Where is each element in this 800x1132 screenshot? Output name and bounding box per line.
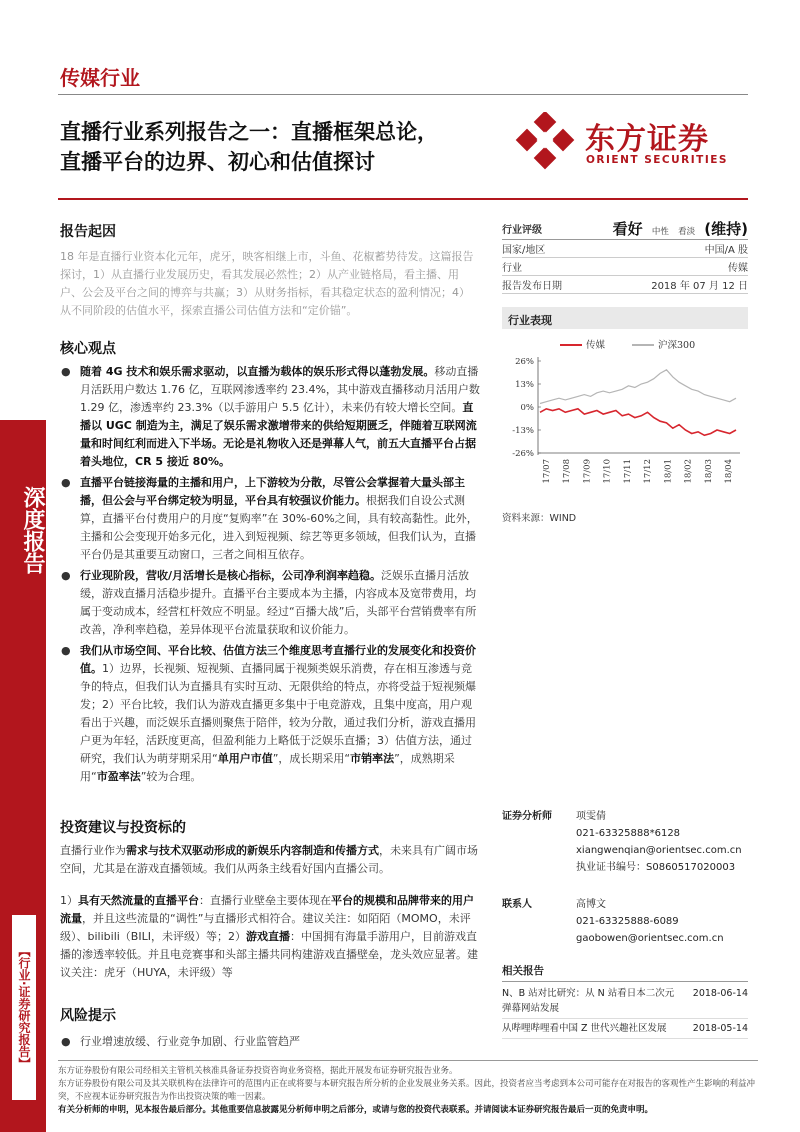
bottom-vertical-label: 【行业·证券研究报告】 bbox=[12, 915, 36, 1100]
chart-box-header: 行业表现 bbox=[502, 307, 748, 329]
risk-text: 行业增速放缓、行业竞争加剧、行业监管趋严 bbox=[80, 1035, 300, 1048]
bullet-4-text: 1）边界，长视频、短视频、直播同属于视频类娱乐消费，存在相互渗透与竞争的特点，但我们认为直播具有实时互动、无限供给的特点，亦将受益于短视频爆发；2）平台比较，我们认为游戏直播更多集中于电竞游戏，且集中度高，用户观看出于兴趣，而泛娱乐直播则聚焦于陪伴，较为分散，通过我们分析，游戏直播用户更为年轻，活跃度更高，但盈利能力上略低于泛娱乐直播；3）估值方法，通过研究，我们认为萌芽期采用“ bbox=[80, 662, 476, 765]
series-line-0 bbox=[540, 409, 736, 436]
footer-line-3: 有关分析师的申明，见本报告最后部分。其他重要信息披露见分析师申明之后部分，或请与您的投资代表联系。并请阅读本证券研究报告最后一页的免责申明。 bbox=[58, 1105, 654, 1115]
info-row-date bbox=[502, 276, 748, 294]
origin-heading: 报告起因 bbox=[60, 224, 116, 240]
invest-heading: 投资建议与投资标的 bbox=[60, 820, 186, 836]
logo-mark-icon bbox=[515, 112, 577, 174]
bullet-3 bbox=[60, 567, 482, 639]
invest-para-1 bbox=[60, 842, 480, 878]
rating-option-neutral: 中性 bbox=[651, 227, 669, 237]
x-tick-label: 18/04 bbox=[724, 459, 734, 484]
analyst-phone: 021-63325888*6128 bbox=[576, 828, 681, 839]
bullet-dot-icon: ● bbox=[61, 644, 71, 657]
related-item-title bbox=[502, 986, 674, 1016]
chart-source: 资料来源：WIND bbox=[502, 513, 577, 524]
legend-label-0: 传媒 bbox=[586, 340, 606, 351]
bullet-2 bbox=[60, 474, 482, 564]
rating-value: 看好 bbox=[612, 220, 643, 238]
related-item-2[interactable] bbox=[502, 1019, 748, 1039]
core-bullets bbox=[60, 363, 482, 789]
invest-p1-b: ，未来具有广阔市场空间，尤其是在游戏直播领域。我们从两条主线看好国内直播公司。 bbox=[60, 844, 478, 875]
x-tick-label: 17/10 bbox=[602, 459, 613, 484]
info-key: 国家/地区 bbox=[502, 245, 546, 256]
related-item-title: 从哔哩哔哩看中国 Z 世代兴趣社区发展 bbox=[502, 1023, 667, 1034]
bullet-dot-icon: ● bbox=[61, 569, 71, 582]
invest-para-2 bbox=[60, 892, 480, 982]
x-tick-label: 17/11 bbox=[622, 459, 633, 484]
y-tick-label: -13% bbox=[512, 426, 534, 436]
invest-p2-bold2: 平台的规模和品牌带来的用户流量 bbox=[60, 894, 474, 925]
bullet-dot-icon: ● bbox=[61, 365, 71, 378]
bullet-dot-icon: ● bbox=[61, 476, 71, 489]
title-line-2: 直播平台的边界、初心和估值探讨 bbox=[60, 150, 375, 174]
analyst-phone: 021-63325888-6089 bbox=[576, 916, 679, 927]
bullet-1 bbox=[60, 363, 482, 471]
info-value: 2018 年 07 月 12 日 bbox=[651, 281, 748, 292]
logo-chinese: 东方证券 bbox=[585, 122, 709, 157]
industry-performance-chart bbox=[502, 333, 748, 508]
bullet-4-bold2: 单用户市值 bbox=[217, 752, 273, 765]
invest-p2-bold1: 具有天然流量的直播平台 bbox=[78, 894, 199, 907]
bullet-4-bold3: 市销率法 bbox=[350, 752, 395, 765]
x-tick-label: 17/08 bbox=[562, 459, 573, 484]
bullet-3-text: 泛娱乐直播月活放缓，游戏直播月活稳步提升。直播平台主要成本为主播，内容成本及宽带费用，均属于变动成本，经营杠杆效应不明显。经过“百播大战”后，头部平台营销费率有所改善，净利率趋稳，差异体现平台流量获取和议价能力。 bbox=[80, 569, 477, 636]
logo-english: ORIENT SECURITIES bbox=[586, 154, 728, 166]
related-item-date: 2018-05-14 bbox=[692, 1023, 748, 1034]
info-row-industry bbox=[502, 258, 748, 276]
x-tick-label: 17/12 bbox=[643, 459, 654, 484]
series-line-1 bbox=[540, 370, 736, 404]
bullet-1-bold2: 直播以 UGC 制造为主，满足了娱乐需求激增带来的供给短期匮乏，伴随着互联网流量和时间红利而进入下半场。无论是礼物收入还是弹幕人气，前五大直播平台占据着头地位，CR 5 接近 80%。 bbox=[80, 401, 477, 468]
y-tick-label: 26% bbox=[515, 357, 534, 367]
bullet-4-text3: ”，成熟期采用“ bbox=[80, 752, 455, 783]
info-value: 传媒 bbox=[728, 263, 748, 274]
sector-title: 传媒行业 bbox=[60, 66, 140, 90]
info-key: 行业 bbox=[502, 263, 522, 274]
bullet-2-bold: 直播平台链接海量的主播和用户，上下游较为分散，尽管公会掌握着大量头部主播，但公会与平台绑定较为明显，平台具有较强议价能力。 bbox=[80, 476, 465, 507]
invest-p1-bold: 需求与技术双驱动形成的新娱乐内容制造和传播方式 bbox=[126, 844, 379, 857]
related-item-date: 2018-06-14 bbox=[692, 988, 748, 999]
legend-label-1: 沪深300 bbox=[658, 340, 696, 351]
bullet-dot-icon: ● bbox=[61, 1035, 71, 1048]
analyst-email: xiangwenqian@orientsec.com.cn bbox=[576, 845, 742, 856]
divider bbox=[58, 94, 748, 95]
x-tick-label: 18/02 bbox=[683, 459, 694, 484]
bullet-2-text: 根据我们自设公式测算，直播平台付费用户的月度“复购率”在 30%-60%之间，具有较高黏性。此外，主播和公会变现开始多元化，进入到短视频、综艺等更多领域，但我们认为，直播平台仍是其重要互动窗口，三者之间相互依存。 bbox=[80, 494, 478, 561]
analyst-info bbox=[576, 808, 742, 876]
bullet-1-text: 移动直播月活跃用户数达 1.76 亿，互联网渗透率约 23.4%，其中游戏直播移动月活用户数 1.29 亿，渗透率约 23.3%（以手游用户 5.5 亿计），未来仍有较大增长空间。 bbox=[80, 365, 480, 414]
analyst-name: 项雯倩 bbox=[576, 811, 606, 822]
red-divider bbox=[58, 198, 748, 200]
left-bar-white-top bbox=[0, 0, 46, 420]
bullet-1-bold: 随着 4G 技术和娱乐需求驱动，以直播为载体的娱乐形式得以蓬勃发展。 bbox=[80, 365, 435, 378]
report-title bbox=[60, 117, 438, 177]
rating-label: 行业评级 bbox=[502, 225, 542, 236]
analyst-role: 证券分析师 bbox=[502, 811, 552, 822]
core-heading: 核心观点 bbox=[60, 341, 116, 357]
related-item-1[interactable] bbox=[502, 986, 748, 1019]
info-value: 中国/A 股 bbox=[704, 245, 748, 256]
invest-p2-c: ，并且这些流量的“调性”与直播形式相符合。建议关注：如陌陌（MOMO，未评级）、bilibili（BILI，未评级）等；2） bbox=[60, 912, 471, 943]
rating-table bbox=[502, 218, 748, 294]
analyst-role: 联系人 bbox=[502, 899, 532, 910]
y-tick-label: -26% bbox=[512, 449, 534, 459]
bullet-4-bold4: 市盈率法 bbox=[96, 770, 141, 783]
x-tick-label: 17/07 bbox=[542, 459, 552, 484]
related-heading: 相关报告 bbox=[502, 963, 748, 982]
info-row-country bbox=[502, 240, 748, 258]
x-tick-label: 17/09 bbox=[582, 459, 593, 484]
rating-option-negative: 看淡 bbox=[678, 227, 696, 237]
related-title-line2: 弹幕网站发展 bbox=[502, 1003, 560, 1014]
info-key: 报告发布日期 bbox=[502, 281, 562, 292]
y-tick-label: 0% bbox=[520, 403, 534, 413]
related-title-line1: N、B 站对比研究：从 N 站看日本二次元 bbox=[502, 988, 675, 999]
footer-line-1: 东方证券股份有限公司经相关主管机关核准具备证券投资咨询业务资格，据此开展发布证券研究报告业务。 bbox=[58, 1066, 458, 1076]
rating-values bbox=[613, 218, 748, 239]
bullet-4-bold: 我们从市场空间、平台比较、估值方法三个维度思考直播行业的发展变化和投资价值。 bbox=[80, 644, 476, 675]
analyst-cert: 执业证书编号：S0860517020003 bbox=[576, 862, 736, 873]
analyst-name: 高博文 bbox=[576, 899, 606, 910]
title-line-1: 直播行业系列报告之一：直播框架总论， bbox=[60, 120, 438, 144]
bullet-4 bbox=[60, 642, 482, 786]
invest-p2-b: ：直播行业壁垒主要体现在 bbox=[199, 894, 331, 907]
risk-heading: 风险提示 bbox=[60, 1008, 116, 1024]
bullet-4-text4: ”较为合理。 bbox=[140, 770, 202, 783]
x-tick-label: 18/01 bbox=[663, 459, 674, 484]
rating-status: (维持) bbox=[704, 220, 748, 238]
analyst-2 bbox=[502, 896, 752, 951]
origin-text: 18 年是直播行业资本化元年，虎牙，映客相继上市，斗鱼、花椒蓄势待发。这篇报告探讨，1）从直播行业发展历史，看其发展必然性；2）从产业链格局，看主播、用户、公会及平台之间的博弈与共赢；3）从财务指标，看其稳定状态的盈利情况；4）从不同阶段的估值水平，探索直播公司估值方法和“定价锚”。 bbox=[60, 250, 474, 317]
analyst-info bbox=[576, 896, 724, 947]
related-reports bbox=[502, 963, 748, 1039]
rating-row bbox=[502, 218, 748, 240]
invest-p1-a: 直播行业作为 bbox=[60, 844, 126, 857]
company-logo bbox=[515, 112, 750, 174]
invest-p2-bold3: 游戏直播 bbox=[245, 930, 290, 943]
footer bbox=[58, 1060, 758, 1117]
vertical-label: 深度报告 bbox=[20, 486, 45, 574]
analyst-email: gaobowen@orientsec.com.cn bbox=[576, 933, 724, 944]
analyst-1 bbox=[502, 808, 752, 878]
invest-p2-d: ：中国拥有海量手游用户，目前游戏直播的渗透率较低。并且电竞赛事和头部主播共同构建游戏直播壁垒，龙头效应显著。建议关注：虎牙（HUYA，未评级）等 bbox=[60, 930, 478, 979]
bullet-3-bold: 行业现阶段，营收/月活增长是核心指标，公司净利润率趋稳。 bbox=[80, 569, 382, 582]
y-tick-label: 13% bbox=[515, 380, 534, 390]
x-tick-label: 18/03 bbox=[703, 459, 714, 484]
risk-item bbox=[60, 1033, 480, 1051]
invest-p2-a: 1） bbox=[60, 894, 78, 907]
footer-divider bbox=[58, 1060, 758, 1061]
bullet-4-text2: ”，成长期采用“ bbox=[272, 752, 351, 765]
footer-line-2: 东方证券股份有限公司及其关联机构在法律许可的范围内正在或将要与本研究报告所分析的企业发展业务关系。因此，投资者应当考虑到本公司可能存在对报告的客观性产生影响的利益冲突，不应视本证券研究报告为作出投资决策的唯一因素。 bbox=[58, 1079, 756, 1102]
